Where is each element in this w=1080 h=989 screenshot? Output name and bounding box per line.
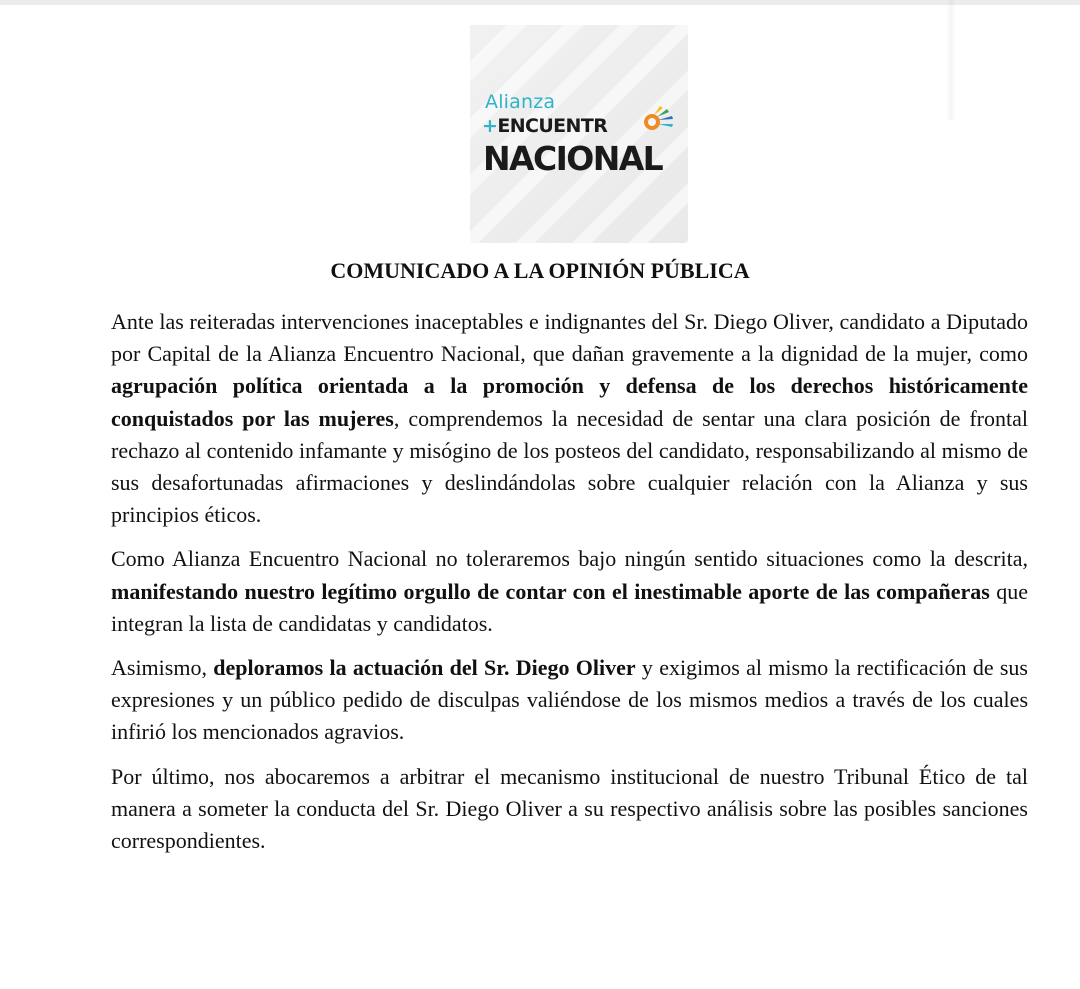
paragraph-3-text-a: Asimismo, [111, 655, 214, 681]
top-edge-strip [0, 0, 1080, 5]
paragraph-2-text-a: Como Alianza Encuentro Nacional no toleraremos bajo ningún sentido situaciones como la descrita, [111, 546, 1028, 572]
scan-mark [946, 0, 956, 120]
logo-plus: + [482, 115, 498, 137]
sunburst-o-icon [642, 105, 676, 135]
document-title: COMUNICADO A LA OPINIÓN PÚBLICA [330, 258, 750, 283]
paragraph-1-text-b: , comprendemos la necesidad de sentar una clara posición de frontal rechazo al contenido infamante y misógino de los posteos del candidato, responsabilizando al mismo de sus desafortunadas afirmaciones y deslindándolas sobre cualquier relación con la Alianza y sus principios éticos. [111, 405, 1029, 528]
paragraph-1-text-a: Ante las reiteradas intervenciones inaceptables e indignantes del Sr. Diego Oliver, candidato a Diputado por Capital de la Alianza Encuentro Nacional, que dañan gravemente a la dignidad de la mujer, como [111, 309, 1028, 367]
logo-encuentro-text [482, 115, 607, 137]
paragraph-3-text-b: y exigimos al mismo la rectificación de sus expresiones y un público pedido de disculpas valiéndose de los mismos medios a través de los cuales infirió los mencionados agravios. [111, 655, 1028, 745]
paragraph-3-bold: deploramos la actuación del Sr. Diego Oliver [213, 655, 636, 681]
alianza-logo [470, 25, 688, 243]
paragraph-1 [111, 306, 1028, 531]
logo-alianza-text: Alianza [485, 91, 556, 113]
paragraph-2-text-b: que integran la lista de candidatas y candidatos. [111, 578, 1029, 636]
logo-nacional-text: NACIONAL [483, 139, 663, 178]
paragraph-2 [111, 543, 1028, 640]
paragraph-4 [111, 761, 1028, 858]
paragraph-1-bold: agrupación política orientada a la promoción y defensa de los derechos históricamente conquistados por las mujeres [111, 373, 1028, 431]
document-body [111, 306, 1028, 869]
paragraph-4-text: Por último, nos abocaremos a arbitrar el mecanismo institucional de nuestro Tribunal Ético de tal manera a someter la conducta del Sr. Diego Oliver a su respectivo análisis sobre las posibles sanciones correspondientes. [111, 763, 1028, 854]
logo-encuentro-word: ENCUENTR [497, 115, 608, 137]
paragraph-2-bold: manifestando nuestro legítimo orgullo de contar con el inestimable aporte de las compañeras [111, 578, 990, 604]
paragraph-3 [111, 652, 1028, 749]
